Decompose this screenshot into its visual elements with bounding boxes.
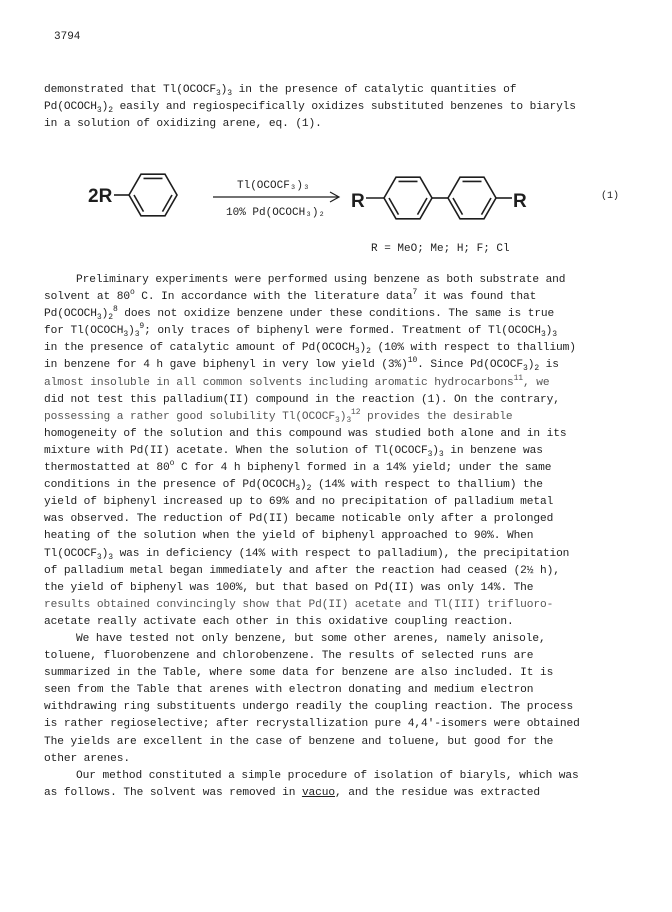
reagent-top: Tl(OCOCF₃)₃	[237, 180, 310, 192]
reaction-equation	[0, 0, 672, 260]
benzene-ring-reactant	[129, 174, 177, 216]
reagent-bottom: 10% Pd(OCOCH₃)₂	[226, 207, 326, 219]
paragraph-arenes: We have tested not only benzene, but some other arenes, namely anisole, toluene, fluorobenzene and chlorobenzene. The results of selected runs are summarized in the Table, where some data for benzene are also included. It is seen from the Table that arenes with electron donating and medium electron withdrawing ring substituents undergo readily the coupling reaction. The process is rather regioselective; after recrystallization pure 4,4'-isomers were obtained The yields are excellent in the case of benzene and toluene, but good for the other arenes.	[44, 633, 580, 765]
paragraph-results: Preliminary experiments were performed using benzene as both substrate and solvent at 80$^o$ C. In accordance with the literature data$^7$ it was found that $Pd(OCOCH_3)_2^8$ does not oxidize benzene under these conditions. The same is true for $Tl(OCOCH_3)_3^9$; only traces of biphenyl were formed. Treatment of $Tl(OCOCH_3)_3$ in the presence of catalytic amount of $Pd(OCOCH_3)_2$ (10% with respect to thallium) in benzene for 4 h gave biphenyl in very low yield $(3\%)^{10}$. Since $Pd(OCOCF_3)_2$ is almost insoluble in all common solvents including aromatic hydrocarbons$^{11}$, we did not test this palladium(II) compound in the reaction (1). On the contrary, possessing a rather good solubility $Tl(OCOCF_3)_3^{12}$ provides the desirable homogeneity of the solution and this compound was studied both alone and in its mixture with Pd(II) acetate. When the solution of $Tl(OCOCF_3)_3$ in benzene was thermostatted at 80$^o$ C for 4 h biphenyl formed in a 14% yield; under the same conditions in the presence of $Pd(OCOCH_3)_2$ (14% with respect to thallium) the yield of biphenyl increased up to 69% and no precipitation of palladium metal was observed. The reduction of Pd(II) became noticable only after a prolonged heating of the solution when the yield of biphenyl approached to 90%. When $Tl(OCOCF_3)_3$ was in deficiency (14% with respect to palladium), the precipitation of palladium metal began immediately and after the reaction had ceased (2½ h), the yield of biphenyl was 100%, but that based on Pd(II) was only 14%. The results obtained convincingly show that Pd(II) acetate and Tl(III) trifluoro- acetate really activate each other in this oxidative coupling reaction.	[44, 274, 576, 628]
substituent-list: R = MeO; Me; H; F; Cl	[371, 243, 510, 255]
vacuo-emphasis: vacuo	[301, 787, 336, 800]
paragraph-method: Our method constituted a simple procedure of isolation of biaryls, which was as follows. The solvent was removed in vacuo, and the residue was extracted	[44, 770, 579, 800]
page-number: 3794	[54, 31, 81, 43]
product-right-label: R	[513, 191, 527, 212]
product-left-label: R	[351, 191, 365, 212]
biphenyl-product	[384, 177, 496, 219]
intro-text: demonstrated that $Tl(OCOCF_3)_3$ in the presence of catalytic quantities of $Pd(OCOCH_3)_2$ easily and regiospecifically oxidizes substituted benzenes to biaryls in a solution of oxidizing arene, eq. (1).	[44, 84, 576, 131]
equation-number: (1)	[601, 191, 620, 202]
reactant-label: 2R	[88, 186, 113, 207]
